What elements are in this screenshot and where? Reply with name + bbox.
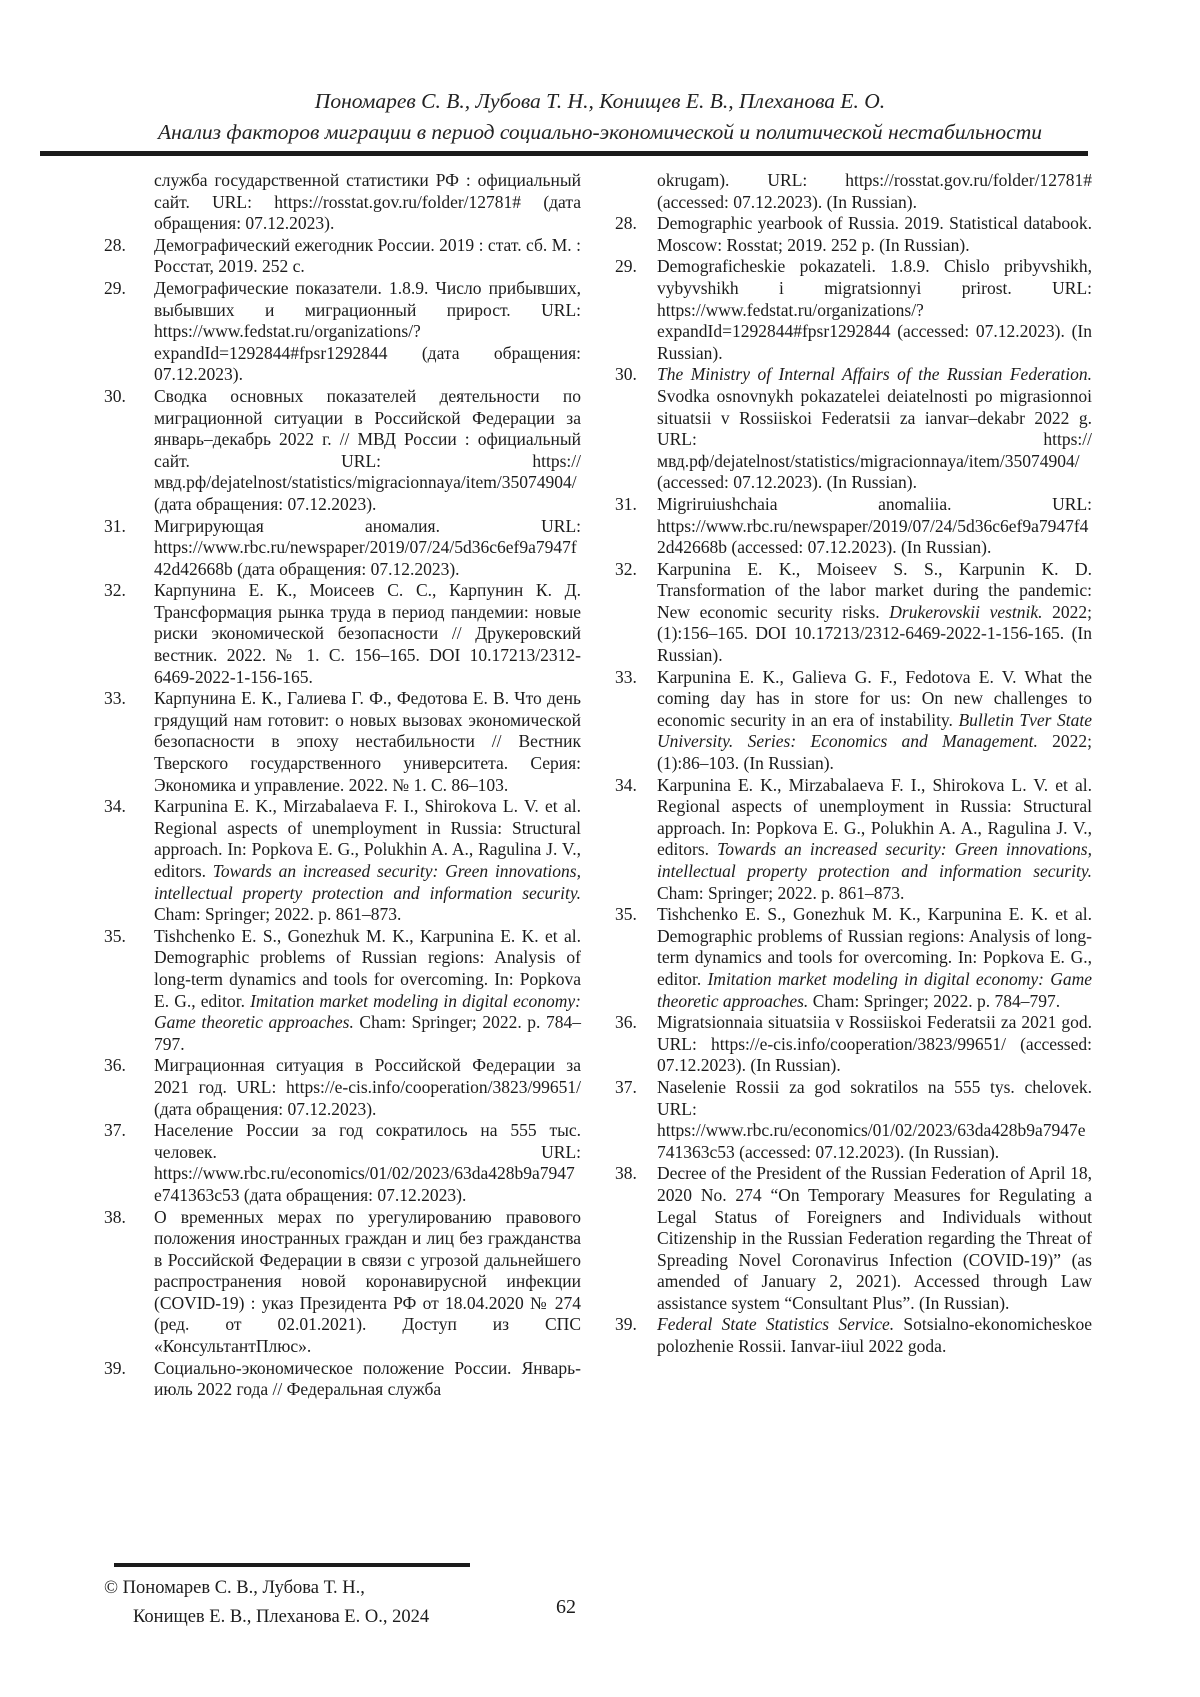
- reference-text: Население России за год сократилось на 555 тыс. человек. URL: https://www.rbc.ru/economics/01/02/2023/63da428b9a7947e741363c53 (дата обращения: 07.12.2023).: [154, 1120, 581, 1205]
- reference-item: [615, 213, 1092, 256]
- reference-number: [104, 170, 154, 235]
- reference-text: Karpunina E. K., Mirzabalaeva F. I., Shirokova L. V. et al. Regional aspects of unemployment in Russia: Structural approach. In: Popkova E. G., Polukhin A. A., Ragulina J. V., editors. Towards an increased security: Green innovations, intellectual property protection and information security. Cham: Springer; 2022. p. 861–873.: [154, 796, 581, 925]
- reference-text: Karpunina E. K., Moiseev S. S., Karpunin K. D. Transformation of the labor market during the pandemic: New economic security risks. Drukerovskii vestnik. 2022;(1):156–165. DOI 10.17213/2312-6469-2022-1-156-165. (In Russian).: [657, 558, 1092, 666]
- reference-number: 31.: [104, 515, 126, 536]
- reference-item: [104, 516, 581, 581]
- reference-text: Социально-экономическое положение России. Январь-июль 2022 года // Федеральная служба: [154, 1357, 581, 1400]
- reference-text: Demographic yearbook of Russia. 2019. Statistical databook. Moscow: Rosstat; 2019. 252 p. (In Russian).: [657, 213, 1092, 255]
- page-header: [0, 86, 1200, 148]
- reference-item: [615, 1077, 1092, 1163]
- reference-item: [104, 386, 581, 516]
- reference-item: [104, 926, 581, 1056]
- references-column-left: [104, 170, 581, 1401]
- reference-text: Demograficheskie pokazateli. 1.8.9. Chislo pribyvshikh, vybyvshikh i migratsionnyi prirost. URL: https://www.fedstat.ru/organizations/?expandId=1292844#fpsr1292844 (accessed: 07.12.2023). (In Russian).: [657, 256, 1092, 363]
- reference-number: [615, 170, 657, 213]
- page-number: 62: [556, 1596, 576, 1618]
- reference-item: [615, 1163, 1092, 1314]
- reference-item: [104, 1207, 581, 1358]
- copyright-line-2: Конищев Е. В., Плеханова Е. О., 2024: [133, 1607, 430, 1627]
- reference-text: О временных мерах по урегулированию правового положения иностранных граждан и лиц без гражданства в Российской Федерации в связи с угрозой дальнейшего распространения новой коронавирусной инфекции (COVID-19) : указ Президента РФ от 18.04.2020 № 274 (ред. от 02.01.2021). Доступ из СПС «КонсультантПлюс».: [154, 1206, 581, 1357]
- reference-number: 28.: [104, 234, 126, 255]
- reference-text: Federal State Statistics Service. Sotsialno-ekonomicheskoe polozhenie Rossii. Ianvar-iiul 2022 goda.: [657, 1314, 1093, 1357]
- reference-number: 31.: [615, 493, 637, 514]
- reference-number: 28.: [615, 213, 637, 234]
- reference-text: okrugam). URL: https://rosstat.gov.ru/folder/12781# (accessed: 07.12.2023). (In Russian).: [657, 170, 1092, 212]
- reference-text: Tishchenko E. S., Gonezhuk M. K., Karpunina E. K. et al. Demographic problems of Russian regions: Analysis of long-term dynamics and tools for overcoming. In: Popkova E. G., editor. Imitation market modeling in digital economy: Game theoretic approaches. Cham: Springer; 2022. p. 784–797.: [154, 925, 581, 1054]
- references-column-right: [615, 170, 1092, 1401]
- reference-item: [104, 796, 581, 926]
- reference-number: 29.: [104, 277, 126, 298]
- reference-item: [615, 170, 1092, 213]
- reference-text: Karpunina E. K., Mirzabalaeva F. I., Shirokova L. V. et al. Regional aspects of unemployment in Russia: Structural approach. In: Popkova E. G., Polukhin A. A., Ragulina J. V., editors. Towards an increased security: Green innovations, intellectual property protection and information security. Cham: Springer; 2022. p. 861–873.: [657, 774, 1092, 903]
- reference-item: [104, 688, 581, 796]
- reference-number: 37.: [104, 1120, 126, 1141]
- reference-item: [615, 1314, 1092, 1357]
- reference-item: [615, 256, 1092, 364]
- references-columns: [104, 170, 1092, 1401]
- reference-item: [615, 1012, 1092, 1077]
- reference-text: служба государственной статистики РФ : официальный сайт. URL: https://rosstat.gov.ru/folder/12781# (дата обращения: 07.12.2023).: [154, 170, 581, 234]
- reference-number: 36.: [104, 1055, 126, 1076]
- reference-item: [615, 904, 1092, 1012]
- reference-text: Tishchenko E. S., Gonezhuk M. K., Karpunina E. K. et al. Demographic problems of Russian regions: Analysis of long-term dynamics and tools for overcoming. In: Popkova E. G., editor. Imitation market modeling in digital economy: Game theoretic approaches. Cham: Springer; 2022. p. 784–797.: [657, 904, 1092, 1011]
- reference-text: Миграционная ситуация в Российской Федерации за 2021 год. URL: https://e-cis.info/cooperation/3823/99651/ (дата обращения: 07.12.2023).: [154, 1055, 581, 1119]
- reference-number: 33.: [615, 666, 637, 687]
- running-head-authors: Пономарев С. В., Лубова Т. Н., Конищев Е. В., Плеханова Е. О.: [314, 89, 886, 113]
- reference-number: 39.: [615, 1314, 637, 1335]
- reference-item: [104, 1120, 581, 1206]
- reference-number: 34.: [615, 774, 637, 795]
- reference-item: [104, 1358, 581, 1401]
- reference-text: Карпунина Е. К., Моисеев С. С., Карпунин К. Д. Трансформация рынка труда в период пандемии: новые риски экономической безопасности // Друкеровский вестник. 2022. № 1. С. 156–165. DOI 10.17213/2312-6469-2022-1-156-165.: [154, 580, 581, 687]
- reference-number: 30.: [104, 385, 126, 406]
- reference-number: 32.: [615, 558, 637, 579]
- reference-number: 38.: [615, 1163, 637, 1184]
- reference-number: 30.: [615, 364, 637, 385]
- copyright-line-1: © Пономарев С. В., Лубова Т. Н.,: [104, 1578, 365, 1598]
- reference-item: [104, 278, 581, 386]
- reference-item: [615, 494, 1092, 559]
- reference-number: 35.: [104, 925, 126, 946]
- reference-item: [615, 364, 1092, 494]
- reference-number: 37.: [615, 1076, 637, 1097]
- reference-text: Карпунина Е. К., Галиева Г. Ф., Федотова Е. В. Что день грядущий нам готовит: о новых вызовах экономической безопасности в эпоху нестабильности // Вестник Тверского государственного университета. Серия: Экономика и управление. 2022. № 1. С. 86–103.: [154, 688, 581, 795]
- reference-number: 36.: [615, 1012, 637, 1033]
- reference-text: Сводка основных показателей деятельности по миграционной ситуации в Российской Федерации за январь–декабрь 2022 г. // МВД России : официальный сайт. URL: https://мвд.рф/dejatelnost/statistics/migracionnaya/item/35074904/ (дата обращения: 07.12.2023).: [154, 385, 581, 514]
- reference-text: Migriruiushchaia anomaliia. URL: https://www.rbc.ru/newspaper/2019/07/24/5d36c6ef9a7947f42d42668b (accessed: 07.12.2023). (In Russian).: [657, 493, 1092, 558]
- reference-number: 38.: [104, 1206, 126, 1227]
- reference-number: 35.: [615, 904, 637, 925]
- running-head-title: Анализ факторов миграции в период социально-экономической и политической нестабильности: [158, 120, 1042, 144]
- reference-item: [104, 580, 581, 688]
- footer-rule: [114, 1563, 470, 1567]
- reference-item: [104, 170, 581, 235]
- reference-item: [615, 775, 1092, 905]
- reference-text: Демографические показатели. 1.8.9. Число прибывших, выбывших и миграционный прирост. URL: https://www.fedstat.ru/organizations/?expandId=1292844#fpsr1292844 (дата обращения: 07.12.2023).: [154, 277, 581, 385]
- reference-text: Karpunina E. K., Galieva G. F., Fedotova E. V. What the coming day has in store for us: On new challenges to economic security in an era of instability. Bulletin Tver State University. Series: Economics and Management. 2022;(1):86–103. (In Russian).: [657, 666, 1092, 774]
- reference-text: Migratsionnaia situatsiia v Rossiiskoi Federatsii za 2021 god. URL: https://e-cis.info/cooperation/3823/99651/ (accessed: 07.12.2023). (In Russian).: [657, 1012, 1092, 1076]
- reference-number: 39.: [104, 1357, 126, 1378]
- reference-text: Демографический ежегодник России. 2019 : стат. сб. М. : Росстат, 2019. 252 с.: [154, 234, 581, 277]
- reference-number: 29.: [615, 256, 637, 277]
- reference-number: 33.: [104, 688, 126, 709]
- reference-item: [615, 559, 1092, 667]
- reference-number: 34.: [104, 796, 126, 817]
- reference-text: Мигрирующая аномалия. URL: https://www.rbc.ru/newspaper/2019/07/24/5d36c6ef9a7947f42d42668b (дата обращения: 07.12.2023).: [154, 515, 581, 579]
- header-rule: [40, 151, 1088, 156]
- reference-text: Naselenie Rossii za god sokratilos na 555 tys. chelovek. URL: https://www.rbc.ru/economics/01/02/2023/63da428b9a7947e741363c53 (accessed: 07.12.2023). (In Russian).: [657, 1076, 1092, 1162]
- reference-item: [104, 235, 581, 278]
- reference-item: [615, 667, 1092, 775]
- reference-item: [104, 1055, 581, 1120]
- reference-number: 32.: [104, 580, 126, 601]
- reference-text: The Ministry of Internal Affairs of the Russian Federation. Svodka osnovnykh pokazatelei deiatelnosti po migrasionnoi situatsii v Rossiiskoi Federatsii za ianvar–dekabr 2022 g. URL: https://мвд.рф/dejatelnost/statistics/migracionnaya/item/35074904/ (accessed: 07.12.2023). (In Russian).: [657, 364, 1092, 493]
- reference-text: Decree of the President of the Russian Federation of April 18, 2020 No. 274 “On Temporary Measures for Regulating a Legal Status of Foreigners and Individuals without Citizenship in the Russian Federation regarding the Threat of Spreading Novel Coronavirus Infection (COVID-19)” (as amended of January 2, 2021). Accessed through Law assistance system “Consultant Plus”. (In Russian).: [657, 1163, 1092, 1313]
